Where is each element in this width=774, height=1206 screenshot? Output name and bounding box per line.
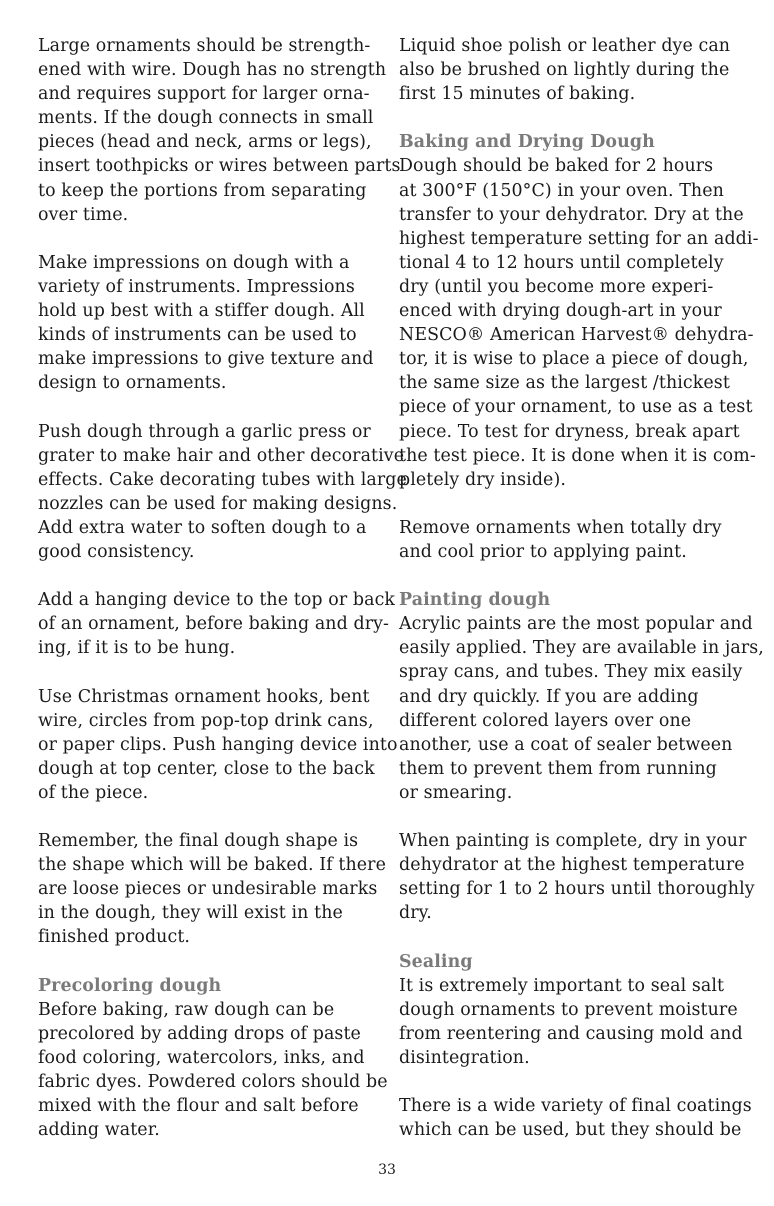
text-line: It is extremely important to seal salt: [399, 975, 725, 996]
text-line: mixed with the flour and salt before: [38, 1096, 359, 1117]
left-column: [38, 34, 407, 1166]
text-line: pieces (head and neck, arms or legs),: [38, 132, 372, 153]
text-line: Dough should be baked for 2 hours: [399, 156, 714, 177]
text-line: Add extra water to soften dough to a: [38, 517, 367, 538]
text-line: Use Christmas ornament hooks, bent: [38, 686, 370, 707]
text-line: Liquid shoe polish or leather dye can: [399, 36, 731, 56]
text-line: and cool prior to applying paint.: [399, 541, 687, 562]
text-line: Large ornaments should be strength-: [38, 36, 371, 56]
text-line: nozzles can be used for making designs.: [38, 493, 398, 514]
text-line: which can be used, but they should be: [399, 1120, 742, 1141]
text-line: finished product.: [38, 927, 191, 948]
text-line: dough at top center, close to the back: [38, 758, 375, 779]
text-line: dough ornaments to prevent moisture: [399, 999, 738, 1020]
text-line: and requires support for larger orna-: [38, 84, 370, 105]
text-line: over time.: [38, 204, 129, 225]
text-line: dry.: [399, 903, 432, 924]
text-line: Make impressions on dough with a: [38, 252, 350, 273]
heading-precoloring-dough: Precoloring dough: [38, 975, 222, 996]
text-line: them to prevent them from running: [399, 758, 717, 779]
text-line: ened with wire. Dough has no strength: [38, 60, 387, 81]
paragraph-impressions: [38, 251, 384, 396]
text-line: first 15 minutes of baking.: [399, 84, 636, 105]
text-line: or paper clips. Push hanging device into: [38, 734, 398, 755]
text-line: in the dough, they will exist in the: [38, 903, 343, 924]
text-line: setting for 1 to 2 hours until thoroughly: [399, 879, 755, 900]
text-line: Acrylic paints are the most popular and: [399, 614, 753, 635]
text-line: at 300°F (150°C) in your oven. Then: [399, 180, 724, 201]
text-line: are loose pieces or undesirable marks: [38, 879, 378, 900]
text-line: spray cans, and tubes. They mix easily: [399, 662, 743, 683]
text-line: ments. If the dough connects in small: [38, 108, 374, 129]
paragraph-garlic-press: [38, 420, 407, 565]
paragraph-ornament-hooks: [38, 685, 398, 805]
text-line: design to ornaments.: [38, 373, 227, 394]
text-line: precolored by adding drops of paste: [38, 1023, 361, 1044]
text-line: another, use a coat of sealer between: [399, 734, 733, 755]
text-line: food coloring, watercolors, inks, and: [38, 1047, 365, 1068]
page-number: 33: [378, 1162, 396, 1178]
right-column: [399, 34, 764, 1166]
text-line: from reentering and causing mold and: [399, 1023, 743, 1044]
section-painting: [399, 588, 764, 805]
text-line: Add a hanging device to the top or back: [38, 590, 396, 611]
text-line: to keep the portions from separating: [38, 180, 367, 201]
text-line: piece. To test for dryness, break apart: [399, 421, 740, 442]
text-line: dehydrator at the highest temperature: [399, 855, 745, 876]
paragraph-remove-ornaments: [399, 516, 745, 564]
paragraph-shoe-polish: [399, 34, 745, 106]
text-line: Remember, the final dough shape is: [38, 831, 359, 852]
heading-sealing: Sealing: [399, 951, 473, 972]
text-line: of an ornament, before baking and dry-: [38, 614, 390, 635]
heading-baking-and-drying-dough: Baking and Drying Dough: [399, 132, 655, 153]
text-line: kinds of instruments can be used to: [38, 325, 357, 346]
text-line: and dry quickly. If you are adding: [399, 686, 699, 707]
text-line: pletely dry inside).: [399, 469, 566, 490]
text-line: make impressions to give texture and: [38, 349, 374, 370]
paragraph-final-coatings: [399, 1094, 752, 1142]
text-line: There is a wide variety of final coatings: [399, 1096, 752, 1117]
text-line: grater to make hair and other decorative: [38, 445, 405, 466]
text-line: easily applied. They are available in jars,: [399, 638, 764, 659]
text-line: the same size as the largest /thickest: [399, 373, 730, 394]
text-line: fabric dyes. Powdered colors should be: [38, 1072, 388, 1093]
paragraph-painting-complete: [399, 829, 755, 925]
text-line: Remove ornaments when totally dry: [399, 517, 722, 538]
text-line: wire, circles from pop-top drink cans,: [38, 710, 374, 731]
text-line: dry (until you become more experi-: [399, 276, 714, 297]
text-line: Push dough through a garlic press or: [38, 421, 371, 442]
text-line: hold up best with a stiffer dough. All: [38, 301, 365, 322]
text-line: insert toothpicks or wires between parts: [38, 156, 401, 177]
text-line: also be brushed on lightly during the: [399, 60, 730, 81]
text-line: tor, it is wise to place a piece of dough,: [399, 349, 749, 370]
text-line: highest temperature setting for an addi-: [399, 228, 759, 249]
text-line: ing, if it is to be hung.: [38, 638, 236, 659]
text-line: the shape which will be baked. If there: [38, 855, 386, 876]
paragraph-hanging-device: [38, 588, 396, 660]
text-line: disintegration.: [399, 1047, 530, 1068]
text-line: adding water.: [38, 1120, 160, 1141]
paragraph-wire-support: [38, 34, 401, 227]
text-line: different colored layers over one: [399, 710, 692, 731]
text-line: transfer to your dehydrator. Dry at the: [399, 204, 744, 225]
text-line: piece of your ornament, to use as a test: [399, 397, 753, 418]
section-baking-drying: [399, 130, 759, 491]
text-line: enced with drying dough-art in your: [399, 301, 722, 322]
text-line: NESCO® American Harvest® dehydra-: [399, 325, 754, 346]
text-line: or smearing.: [399, 782, 513, 803]
text-line: effects. Cake decorating tubes with large: [38, 469, 407, 490]
text-line: the test piece. It is done when it is com-: [399, 445, 756, 466]
text-line: of the piece.: [38, 782, 149, 803]
paragraph-final-shape: [38, 829, 384, 949]
text-line: When painting is complete, dry in your: [399, 831, 747, 852]
section-precoloring: [38, 974, 388, 1143]
text-line: good consistency.: [38, 541, 195, 562]
text-line: Before baking, raw dough can be: [38, 999, 335, 1020]
heading-painting-dough: Painting dough: [399, 590, 551, 611]
text-line: variety of instruments. Impressions: [38, 276, 355, 297]
text-line: tional 4 to 12 hours until completely: [399, 252, 724, 273]
section-sealing: [399, 950, 745, 1070]
